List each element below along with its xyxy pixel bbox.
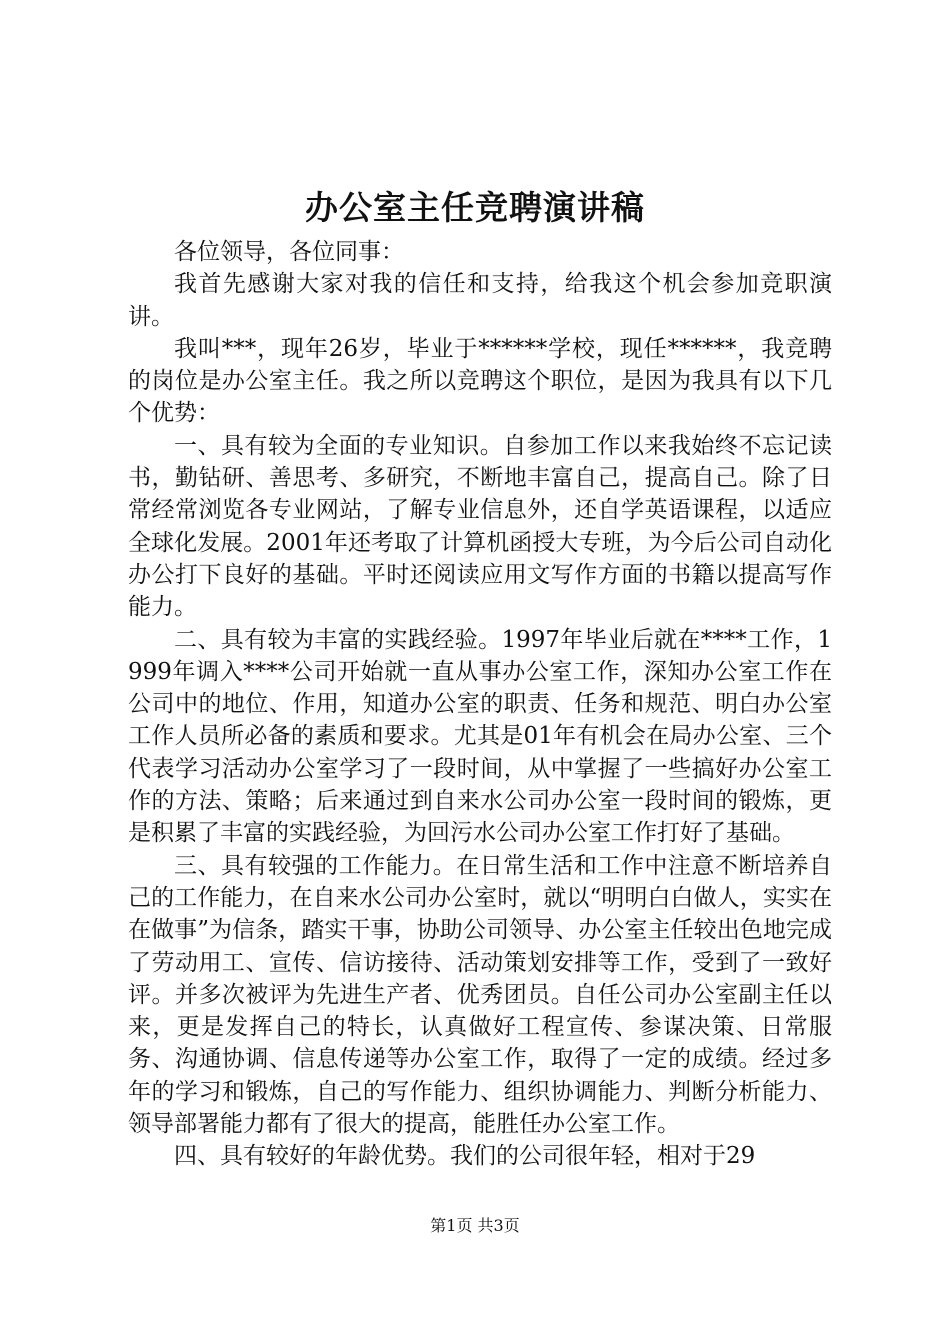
- advantage-knowledge-paragraph: 一、具有较为全面的专业知识。自参加工作以来我始终不忘记读书，勤钻研、善思考、多研究，不断地丰富自己，提高自己。除了日常经常浏览各专业网站，了解专业信息外，还自学英语课程，以适应全球化发展。2001年还考取了计算机函授大专班，为今后公司自动化办公打下良好的基础。平时还阅读应用文写作方面的书籍以提高写作能力。: [128, 432, 832, 621]
- advantage-age-paragraph: 四、具有较好的年龄优势。我们的公司很年轻，相对于29: [174, 1143, 756, 1170]
- document-body: [128, 236, 832, 1173]
- document-title: 办公室主任竞聘演讲稿: [305, 188, 645, 227]
- thanks-paragraph: 我首先感谢大家对我的信任和支持，给我这个机会参加竞职演讲。: [128, 271, 832, 330]
- self-intro-paragraph: 我叫***，现年26岁，毕业于******学校，现任******，我竞聘的岗位是办公室主任。我之所以竞聘这个职位，是因为我具有以下几个优势：: [128, 335, 832, 427]
- salutation-paragraph: 各位领导，各位同事：: [174, 239, 404, 265]
- page-number-footer: 第1页 共3页: [430, 1216, 520, 1235]
- advantage-ability-paragraph: 三、具有较强的工作能力。在日常生活和工作中注意不断培养自己的工作能力，在自来水公司办公室时，就以“明明白白做人，实实在在做事”为信条，踏实干事，协助公司领导、办公室主任较出色地完成了劳动用工、宣传、信访接待、活动策划安排等工作，受到了一致好评。并多次被评为先进生产者、优秀团员。自任公司办公室副主任以来，更是发挥自己的特长，认真做好工程宣传、参谋决策、日常服务、沟通协调、信息传递等办公室工作，取得了一定的成绩。经过多年的学习和锻炼，自己的写作能力、组织协调能力、判断分析能力、领导部署能力都有了很大的提高，能胜任办公室工作。: [128, 852, 832, 1138]
- advantage-experience-paragraph: 二、具有较为丰富的实践经验。1997年毕业后就在****工作，1999年调入****公司开始就一直从事办公室工作，深知办公室工作在公司中的地位、作用，知道办公室的职责、任务和规范、明白办公室工作人员所必备的素质和要求。尤其是01年有机会在局办公室、三个代表学习活动办公室学习了一段时间，从中掌握了一些搞好办公室工作的方法、策略；后来通过到自来水公司办公室一段时间的锻炼，更是积累了丰富的实践经验，为回污水公司办公室工作打好了基础。: [128, 626, 832, 847]
